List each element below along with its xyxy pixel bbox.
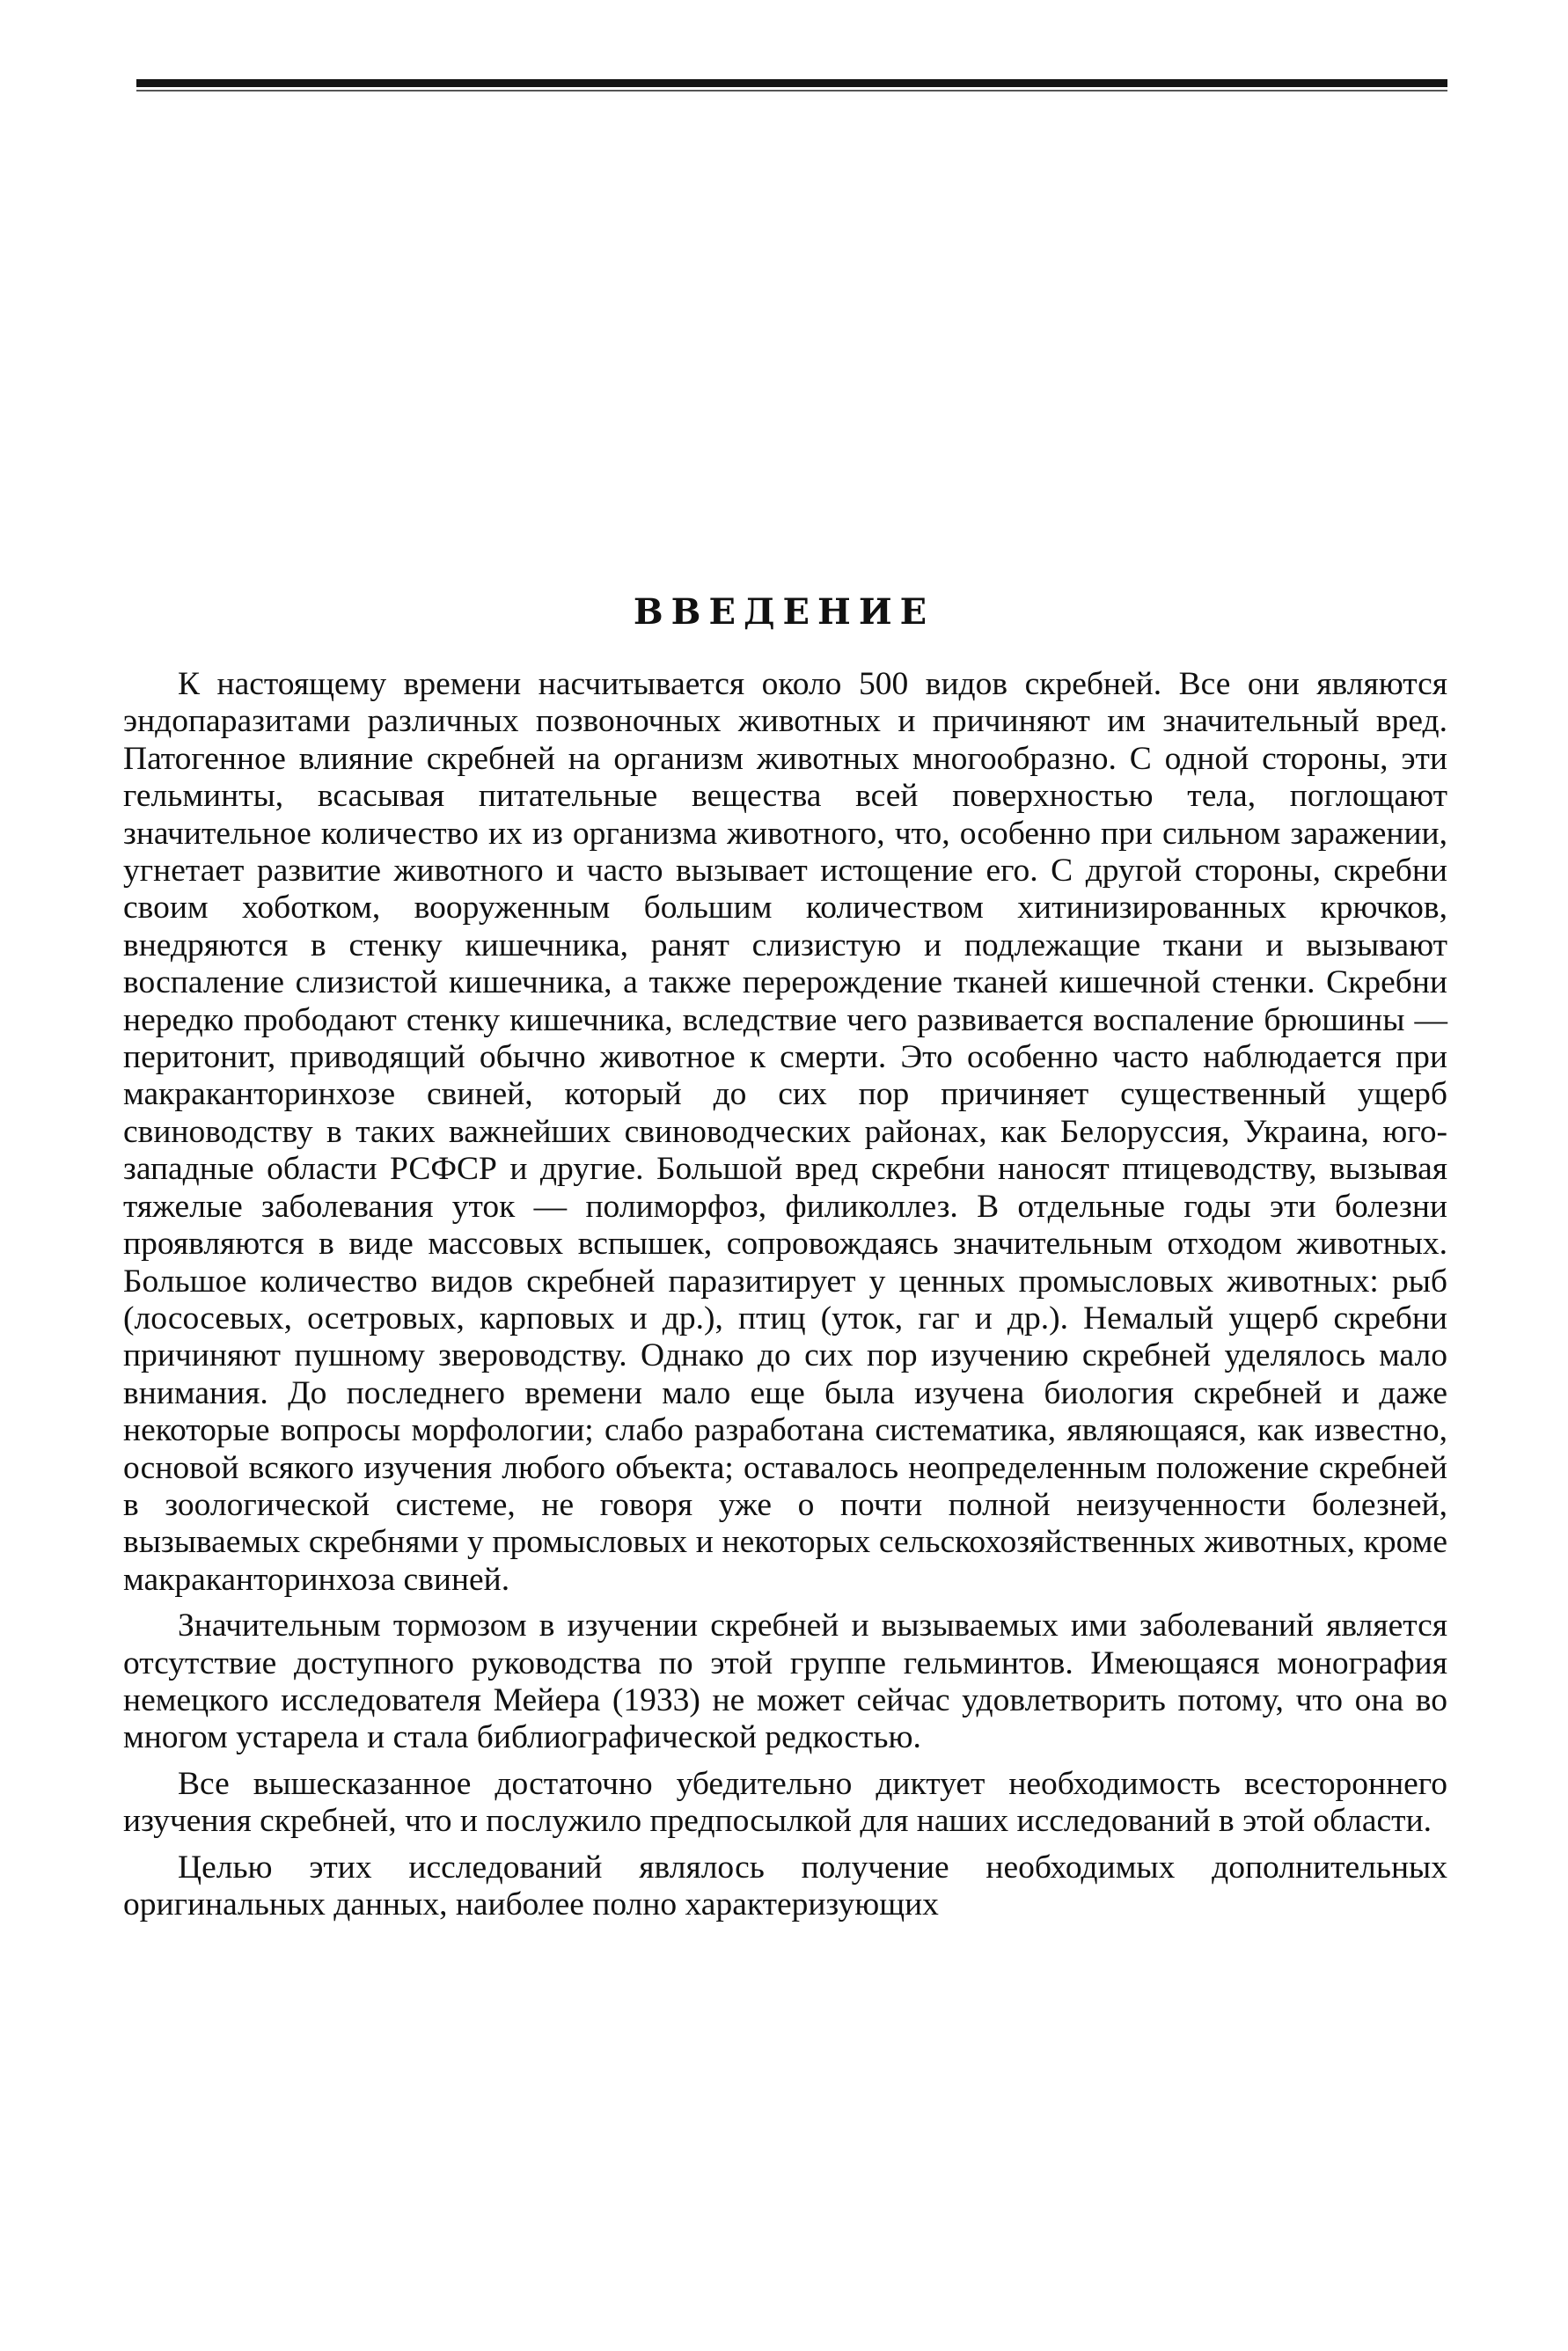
header-rule-secondary: [136, 90, 1447, 92]
paragraph: Целью этих исследований являлось получение необходимых дополнительных оригинальных данных, наиболее полно характеризующих: [123, 1849, 1447, 1923]
chapter-heading: ВВЕДЕНИЕ: [633, 590, 935, 633]
paragraph: Все вышесказанное достаточно убедительно диктует необходимость всестороннего изучения скребней, что и послужило предпосылкой для наших исследований в этой области.: [123, 1765, 1447, 1840]
paragraph: Значительным тормозом в изучении скребней и вызываемых ими заболеваний является отсутствие доступного руководства по этой группе гельминтов. Имеющаяся монография немецкого исследователя Мейера (1933) не может сейчас удовлетворить потому, что она во многом устарела и стала библиографической редкостью.: [123, 1608, 1447, 1756]
body-text: [123, 666, 1447, 1923]
paragraph: К настоящему времени насчитывается около 500 видов скребней. Все они являются эндопаразитами различных позвоночных животных и причиняют им значительный вред. Патогенное влияние скребней на организм животных многообразно. С одной стороны, эти гельминты, всасывая питательные вещества всей поверхностью тела, поглощают значительное количество их из организма животного, что, особенно при сильном заражении, угнетает развитие животного и часто вызывает истощение его. С другой стороны, скребни своим хоботком, вооруженным большим количеством хитинизированных крючков, внедряются в стенку кишечника, ранят слизистую и подлежащие ткани и вызывают воспаление слизистой кишечника, а также перерождение тканей кишечной стенки. Скребни нередко прободают стенку кишечника, вследствие чего развивается воспаление брюшины — перитонит, приводящий обычно животное к смерти. Это особенно часто наблюдается при макраканторинхозе свиней, который до сих пор причиняет существенный ущерб свиноводству в таких важнейших свиноводческих районах, как Белоруссия, Украина, юго-западные области РСФСР и другие. Большой вред скребни наносят птицеводству, вызывая тяжелые заболевания уток — полиморфоз, филиколлез. В отдельные годы эти болезни проявляются в виде массовых вспышек, сопровождаясь значительным отходом животных. Большое количество видов скребней паразитирует у ценных промысловых животных: рыб (лососевых, осетровых, карповых и др.), птиц (уток, гаг и др.). Немалый ущерб скребни причиняют пушному звероводству. Однако до сих пор изучению скребней уделялось мало внимания. До последнего времени мало еще была изучена биология скребней и даже некоторые вопросы морфологии; слабо разработана систематика, являющаяся, как известно, основой всякого изучения любого объекта; оставалось неопределенным положение скребней в зоологической системе, не говоря уже о почти полной неизученности болезней, вызываемых скребнями у промысловых и некоторых сельскохозяйственных животных, кроме макраканторинхоза свиней.: [123, 666, 1447, 1598]
header-rule: [136, 79, 1447, 87]
